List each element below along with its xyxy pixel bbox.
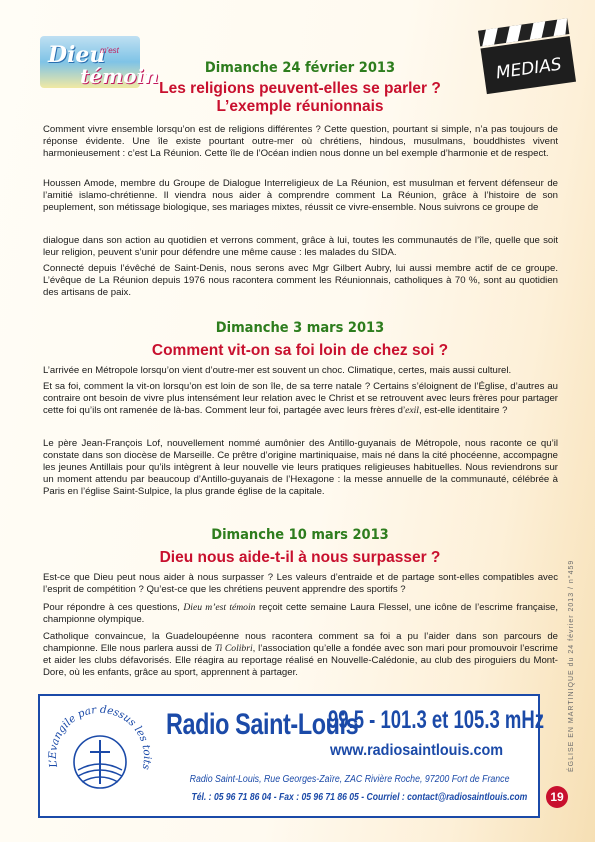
section1-date: Dimanche 24 février 2013 [204,60,396,76]
section1-title-line2: L’exemple réunionnais [216,98,384,115]
radio-frequencies: 99.5 - 101.3 et 105.3 mHz [328,706,544,734]
section3-paragraph2-text-b: reçoit cette semaine Laura Flessel, une icône de l’escrime française, championne olympique. [43,602,558,626]
section1-paragraph3: dialogue dans son action au quotidien et verrons comment, grâce à lui, toutes les communautés de l’île, quelle que soit leur religion, peuvent s’unir pour défendre une même cause : les malades du SIDA. [43,235,558,259]
radio-saint-louis-ad [38,694,544,818]
radio-address: Radio Saint-Louis, Rue Georges-Zaïre, ZAC Rivière Roche, 97200 Fort de France [189,774,510,785]
logo-word-mest: m'est [100,46,119,55]
mail-link[interactable]: contact@radiosaintlouis.com [407,792,528,803]
section1-title-line1: Les religions peuvent-elles se parler ? [159,80,441,97]
section3-paragraph3 [43,631,558,679]
section3-paragraph2-italic: Dieu m’est témoin [183,602,256,613]
section2-paragraph3: Le père Jean-François Lof, nouvellement nommé aumônier des Antillo-guyanais de Métropole, nous raconte ce qu’il constate dans son diocèse de Marseille. Ce prêtre d’origine martiniquaise, mais né dans la cité phocéenne, accompagne les jeunes Antillais pour qu’ils intègrent à leur nouvelle vie leurs pratiques religieuses habituelles. Nous reviendrons sur un moment attendu par beaucoup d’Antillo-guyanais de l’Hexagone : la messe annuelle de la communauté, célébrée à Paris en l’église Saint-Sulpice, la plus grande église de la capitale. [43,438,558,498]
section3-paragraph3-text-a: Catholique convaincue, la Guadeloupéenne nous racontera comment sa foi a pu l’aider dans son parcours de championne. Elle nous parlera aussi de [43,631,558,655]
section2-title: Comment vit-on sa foi loin de chez soi ? [151,342,449,359]
section2-date: Dimanche 3 mars 2013 [215,320,385,336]
radio-emblem-icon [44,700,156,804]
section1-paragraph1: Comment vivre ensemble lorsqu’on est de religions différentes ? Cette question, pourtant si simple, n’a pas toujours de réponse évidente. Une île existe pourtant outre-mer où chrétiens, hindous, musulmans, bouddhistes vivent harmonieusement : c’est La Réunion. Cette île de l’Océan indien nous donne un bel exemple d’harmonie et de respect. [43,124,558,160]
side-publication-caption [558,522,575,772]
radio-contact-line [191,792,528,803]
medias-label: MEDIAS [494,54,563,84]
fax-label: - Fax : [271,792,302,803]
section2-paragraph2-text-a: Et sa foi, comment la vit-on lorsqu’on est loin de son île, de sa terre natale ? Certains s’éloignent de l’Église, d’autres au contraire ont besoin de vivre plus intensément leur relation avec le Christ et se retrouvent avec leurs frères pour partager cette foi qu’ils ont ramenée de là-bas. Comment leur foi, partagée avec leurs frères d’ [43,381,558,417]
tel-number: 05 96 71 86 04 [213,792,272,803]
section3-paragraph3-text-b: , l’association qu’elle a fondée avec son mari pour promouvoir l’escrime et aider les clubs défavorisés. Elle réagira au reportage réalisé en Nouvelle-Calédonie, au club des piroguiers du Mont-Dore, où les enfants, grâce au sport, apprennent à partager. [43,643,559,679]
section2-paragraph2 [43,381,558,417]
section1-paragraph2: Houssen Amode, membre du Groupe de Dialogue Interreligieux de La Réunion, est musulman et fervent défenseur de l’amitié islamo-chrétienne. Il viendra nous aider à comprendre comment La Réunion, grâce à l’histoire de son peuplement, son métissage biologique, ses mariages mixtes, réussit ce vivre-ensemble. Nous suivrons ce groupe de [43,178,558,214]
section3-title: Dieu nous aide-t-il à nous surpasser ? [159,549,441,566]
radio-website-link[interactable]: www.radiosaintlouis.com [330,742,504,759]
section3-paragraph2-text-a: Pour répondre à ces questions, [43,602,184,613]
section3-paragraph2 [43,602,558,626]
mail-label: - Courriel : [358,792,408,803]
emblem-arc-text: L’Evangile par dessus les toits [46,703,154,771]
tel-label: Tél. : [191,792,212,803]
section1-paragraph4: Connecté depuis l’évêché de Saint-Denis, nous serons avec Mgr Gilbert Aubry, lui aussi membre actif de ce groupe. L’évêque de La Réunion depuis 1976 nous racontera comment les Réunionnais, catholiques à 70 %, sont au quotidien des artisans de paix. [43,263,558,299]
fax-number: 05 96 71 86 05 [301,792,359,803]
side-caption-text: ÉGLISE EN MARTINIQUE du 24 février 2013 / n°459 [568,559,575,772]
section2-paragraph2-italic: exil [405,405,419,417]
logo-word-temoin: témoin [80,64,159,88]
section2-paragraph1: L’arrivée en Métropole lorsqu’on vient d’outre-mer est souvent un choc. Climatique, certes, mais aussi culturel. [43,365,512,376]
page-number-badge: 19 [546,786,568,808]
section2-paragraph2-text-b: , est-elle identitaire ? [418,405,508,417]
radio-name: Radio Saint-Louis [166,708,359,741]
section3-paragraph3-italic: Ti Colibri [214,643,253,655]
logo-word-dieu: Dieu [48,42,106,68]
section3-date: Dimanche 10 mars 2013 [211,527,389,543]
section3-paragraph1: Est-ce que Dieu peut nous aider à nous surpasser ? Les valeurs d’entraide et de partage sont-elles compatibles avec l’esprit de compétition ? Qu’est-ce que les chrétiens peuvent apprendre des sportifs ? [43,572,558,596]
